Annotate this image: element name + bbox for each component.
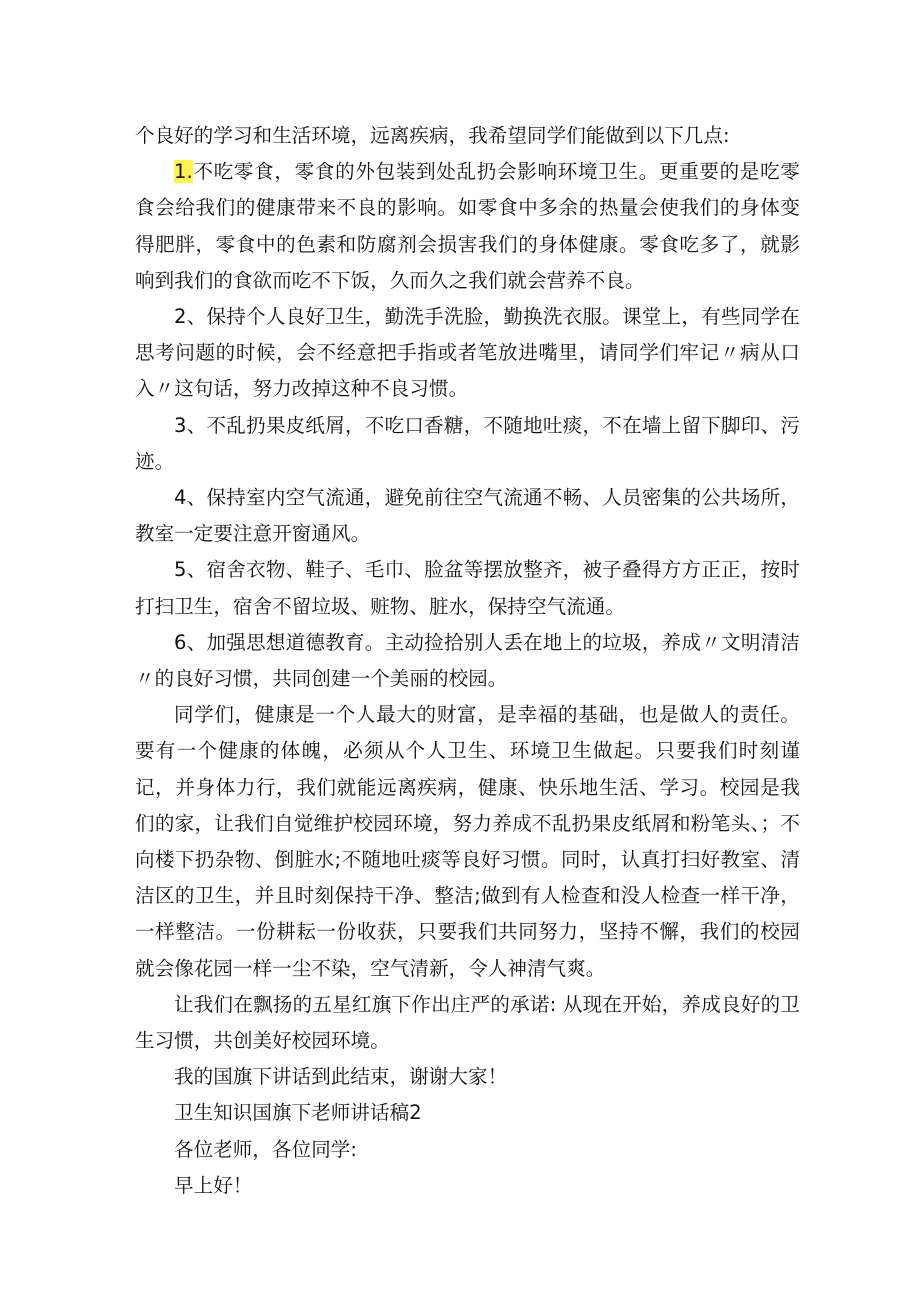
paragraph-intro-continuation: 个良好的学习和生活环境，远离疾病，我希望同学们能做到以下几点:: [135, 124, 730, 147]
paragraph-point-1: 1.不吃零食，零食的外包装到处乱扔会影响环境卫生。更重要的是吃零食会给我们的健康带来不良的影响。如零食中多余的热量会使我们的身体变得肥胖，零食中的色素和防腐剂会损害我们的身体健康。零食吃多了，就影响到我们的食欲而吃不下饭，久而久之我们就会营养不良。: [135, 160, 800, 292]
paragraph-speech-title: 卫生知识国旗下老师讲话稿2: [174, 1101, 422, 1125]
paragraph-point-4: 4、保持室内空气流通，避免前往空气流通不畅、人员密集的公共场所，教室一定要注意开窗通风。: [135, 486, 800, 546]
paragraph-point-2: 2、保持个人良好卫生，勤洗手洗脸，勤换洗衣服。课堂上，有些同学在思考问题的时候，会不经意把手指或者笔放进嘴里，请同学们牢记〃病从口入〃这句话，努力改掉这种不良习惯。: [135, 305, 800, 401]
paragraph-salutation: 各位老师，各位同学:: [174, 1137, 358, 1161]
paragraph-closing: 我的国旗下讲话到此结束，谢谢大家！: [174, 1065, 508, 1089]
paragraph-point-5: 5、宿舍衣物、鞋子、毛巾、脸盆等摆放整齐，被子叠得方方正正，按时打扫卫生，宿舍不留垃圾、赃物、脏水，保持空气流通。: [135, 558, 800, 618]
paragraph-pledge: 让我们在飘扬的五星红旗下作出庄严的承诺: 从现在开始，养成良好的卫生习惯，共创美好校园环境。: [135, 992, 800, 1053]
paragraph-point-3: 3、不乱扔果皮纸屑，不吃口香糖，不随地吐痰，不在墙上留下脚印、污迹。: [135, 413, 800, 473]
document-body: [135, 118, 800, 1204]
paragraph-greeting: 早上好！: [174, 1173, 253, 1197]
paragraph-summary: 同学们，健康是一个人最大的财富，是幸福的基础，也是做人的责任。要有一个健康的体魄，必须从个人卫生、环境卫生做起。只要我们时刻谨记，并身体力行，我们就能远离疾病，健康、快乐地生活、学习。校园是我们的家，让我们自觉维护校园环境，努力养成不乱扔果皮纸屑和粉笔头、；不向楼下扔杂物、倒脏水;不随地吐痰等良好习惯。同时，认真打扫好教室、清洁区的卫生，并且时刻保持干净、整洁;做到有人检查和没人检查一样干净，一样整洁。一份耕耘一份收获，只要我们共同努力，坚持不懈，我们的校园就会像花园一样一尘不染，空气清新，令人神清气爽。: [135, 703, 800, 980]
highlighted-number: 1.: [174, 160, 193, 184]
paragraph-point-6: 6、加强思想道德教育。主动捡拾别人丢在地上的垃圾，养成〃文明清洁〃的良好习惯，共同创建一个美丽的校园。: [135, 630, 800, 691]
